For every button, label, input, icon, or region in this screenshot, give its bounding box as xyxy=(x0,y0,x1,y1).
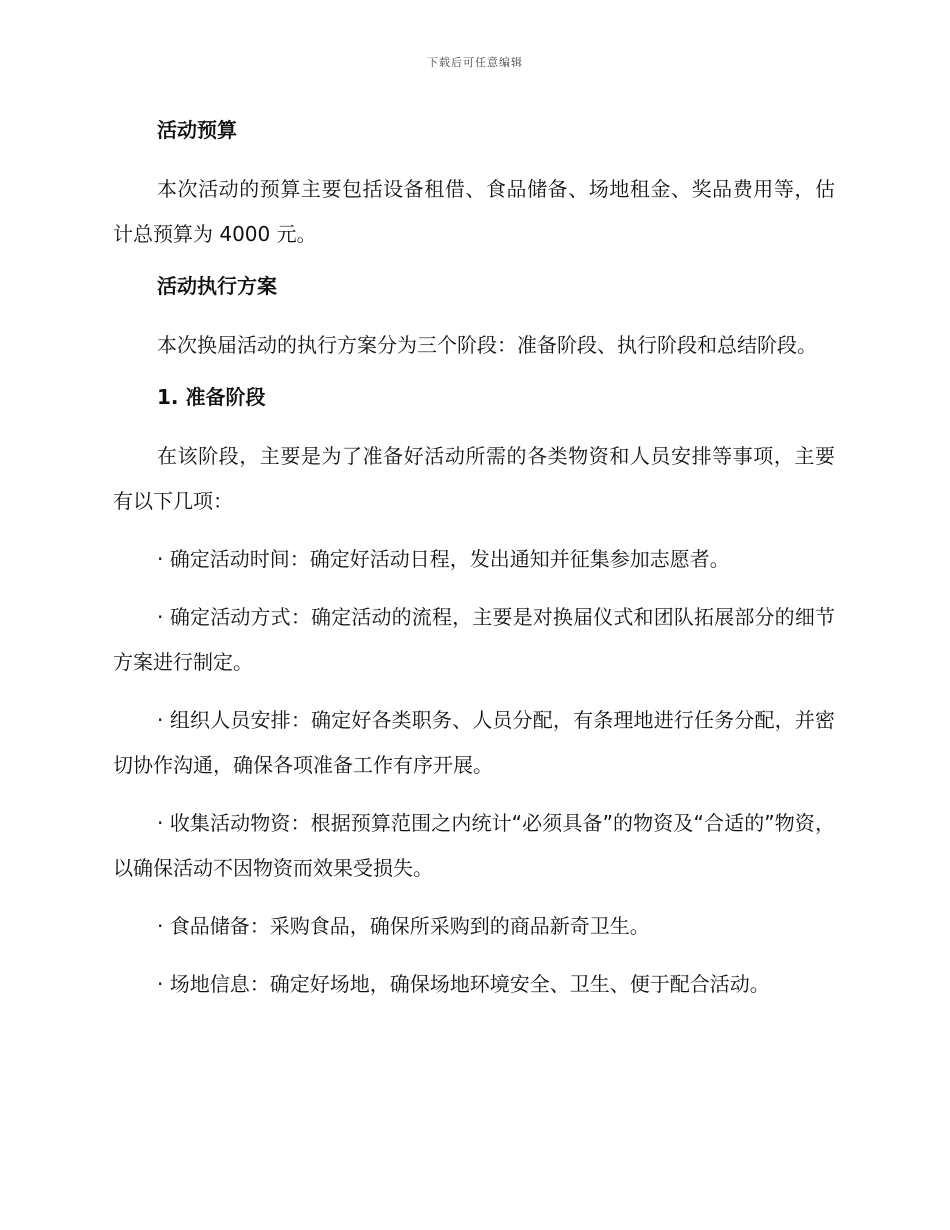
list-item-venue-info: · 场地信息：确定好场地，确保场地环境安全、卫生、便于配合活动。 xyxy=(157,972,770,996)
list-item-staff-arrangement: · 组织人员安排：确定好各类职务、人员分配，有条理地进行任务分配，并密切协作沟通，确保各项准备工作有序开展。 xyxy=(113,708,835,777)
paragraph-execution-plan: 本次换届活动的执行方案分为三个阶段：准备阶段、执行阶段和总结阶段。 xyxy=(157,333,817,357)
paragraph-preparation-intro: 在该阶段，主要是为了准备好活动所需的各类物资和人员安排等事项，主要有以下几项： xyxy=(113,444,835,513)
section-heading-execution-plan: 活动执行方案 xyxy=(157,274,277,298)
document-body xyxy=(113,114,835,1020)
list-item-activity-time: · 确定活动时间：确定好活动日程，发出通知并征集参加志愿者。 xyxy=(157,547,730,571)
page-header: 下载后可任意编辑 xyxy=(427,56,523,69)
section-heading-budget: 活动预算 xyxy=(157,118,237,142)
paragraph-budget: 本次活动的预算主要包括设备租借、食品储备、场地租金、奖品费用等，估计总预算为 4000 元。 xyxy=(113,177,835,246)
section-heading-preparation: 1. 准备阶段 xyxy=(157,385,266,409)
list-item-food-storage: · 食品储备：采购食品，确保所采购到的商品新奇卫生。 xyxy=(157,914,650,938)
list-item-activity-method: · 确定活动方式：确定活动的流程，主要是对换届仪式和团队拓展部分的细节方案进行制定。 xyxy=(113,605,835,674)
list-item-supplies: · 收集活动物资：根据预算范围之内统计“必须具备”的物资及“合适的”物资，以确保活动不因物资而效果受损失。 xyxy=(113,811,835,880)
